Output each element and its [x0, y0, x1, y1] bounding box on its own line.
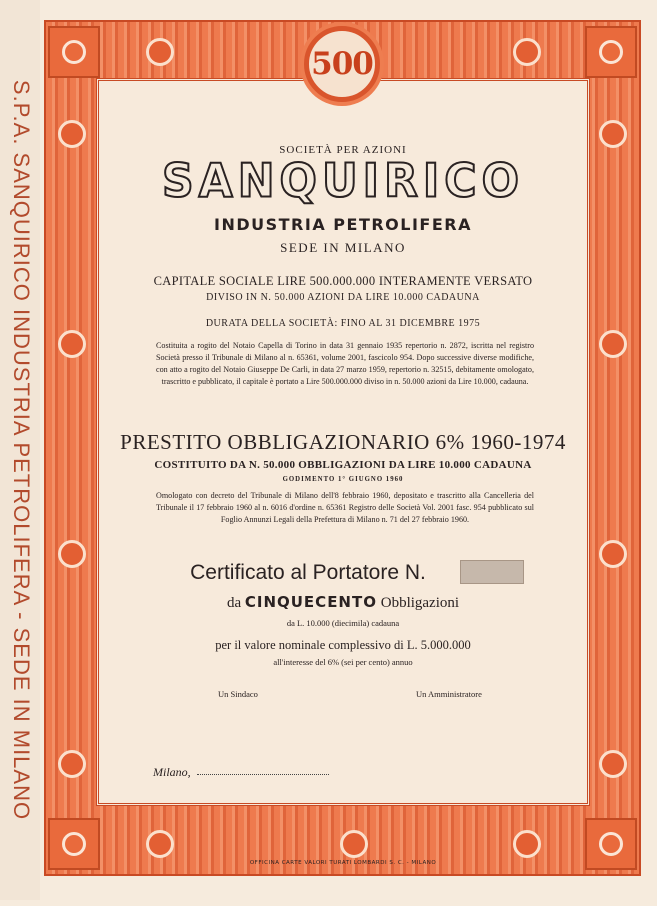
rosette-bottom-2 [340, 830, 368, 858]
share-division: DIVISO IN N. 50.000 AZIONI DA LIRE 10.000 CADAUNA [206, 292, 480, 303]
loan-approval-paragraph: Omologato con decreto del Tribunale di Milano dell'8 febbraio 1960, depositato e trascritto alla Cancelleria del Tribunale il 17 febbraio 1960 al n. 6016 d'ordine n. 65361 Registro delle Società Vol. 2001 fasc. 954 pubblicato sul Foglio Annunzi Legali della Prefettura di Milano n. 71 del 27 febbraio 1960. [156, 491, 534, 524]
corner-ornament-top-right [585, 26, 637, 78]
corner-ornament-bottom-right [585, 818, 637, 870]
loan-constitution: COSTITUITO DA N. 50.000 OBBLIGAZIONI DA LIRE 10.000 CADAUNA [154, 459, 532, 471]
side-strip-text: S.P.A. SANQUIRICO INDUSTRIA PETROLIFERA - SEDE IN MILANO [9, 79, 34, 821]
nominal-value: per il valore nominale complessivo di L. 5.000.000 [215, 638, 471, 652]
rosette-bottom-3 [513, 830, 541, 858]
company-duration: DURATA DELLA SOCIETÀ: FINO AL 31 DICEMBRE 1975 [205, 318, 481, 329]
signature-label-auditor: Un Sindaco [218, 689, 258, 699]
corner-ornament-bottom-left [48, 818, 100, 870]
rosette-right-2 [599, 330, 627, 358]
rosette-right-4 [599, 750, 627, 778]
rosette-top-2 [513, 38, 541, 66]
rosette-top-1 [146, 38, 174, 66]
interest-rate: all'interesse del 6% (sei per cento) annuo [273, 657, 413, 667]
place-label: Milano, [153, 765, 191, 779]
bond-unit-value: da L. 10.000 (diecimila) cadauna [286, 618, 400, 628]
denomination-value: 500 [311, 46, 373, 82]
certificate-number-box [460, 560, 524, 584]
rosette-left-4 [58, 750, 86, 778]
rosette-left-3 [58, 540, 86, 568]
printer-credit: OFFICINA CARTE VALORI TURATI LOMBARDI S. C. - MILANO [249, 860, 437, 866]
rosette-left-1 [58, 120, 86, 148]
company-name: SANQUIRICO [161, 154, 525, 209]
rosette-right-3 [599, 540, 627, 568]
bond-count-line [96, 593, 590, 612]
side-strip [0, 0, 40, 900]
loan-title: PRESTITO OBBLIGAZIONARIO 6% 1960-1974 [120, 430, 566, 454]
signature-label-director: Un Amministratore [416, 689, 482, 699]
constitution-paragraph: Costituita a rogito del Notaio Capella di Torino in data 31 gennaio 1935 repertorio n. 2872, iscritta nel registro Società presso il Tribunale di Milano al n. 65361, volume 2001, fascicolo 954. Dopo successive diverse modifiche, con atto a rogito del Notaio Giuseppe De Carli, in data 27 marzo 1959, repertorio n. 32515, debitamente omologato, trascritto e pubblicato, il capitale è portato a Lire 500.000.000 diviso in n. 50.000 azioni da Lire 10.000, cadauna. [156, 341, 534, 386]
rosette-right-1 [599, 120, 627, 148]
date-line [197, 774, 329, 775]
bond-count-prefix: da [226, 595, 242, 611]
denomination-medallion [304, 26, 380, 102]
company-industry: INDUSTRIA PETROLIFERA [214, 215, 472, 234]
rosette-bottom-1 [146, 830, 174, 858]
certificate-title-text: Certificato al Portatore N. [190, 561, 426, 584]
loan-enjoyment-date: GODIMENTO 1° GIUGNO 1960 [282, 476, 404, 483]
bond-count-unit: Obbligazioni [380, 595, 460, 611]
company-seat: SEDE IN MILANO [280, 240, 406, 255]
corner-ornament-top-left [48, 26, 100, 78]
company-type: SOCIETÀ PER AZIONI [279, 144, 407, 156]
share-capital: CAPITALE SOCIALE LIRE 500.000.000 INTERAMENTE VERSATO [153, 274, 533, 288]
rosette-left-2 [58, 330, 86, 358]
bond-count-word: CINQUECENTO [244, 593, 377, 611]
